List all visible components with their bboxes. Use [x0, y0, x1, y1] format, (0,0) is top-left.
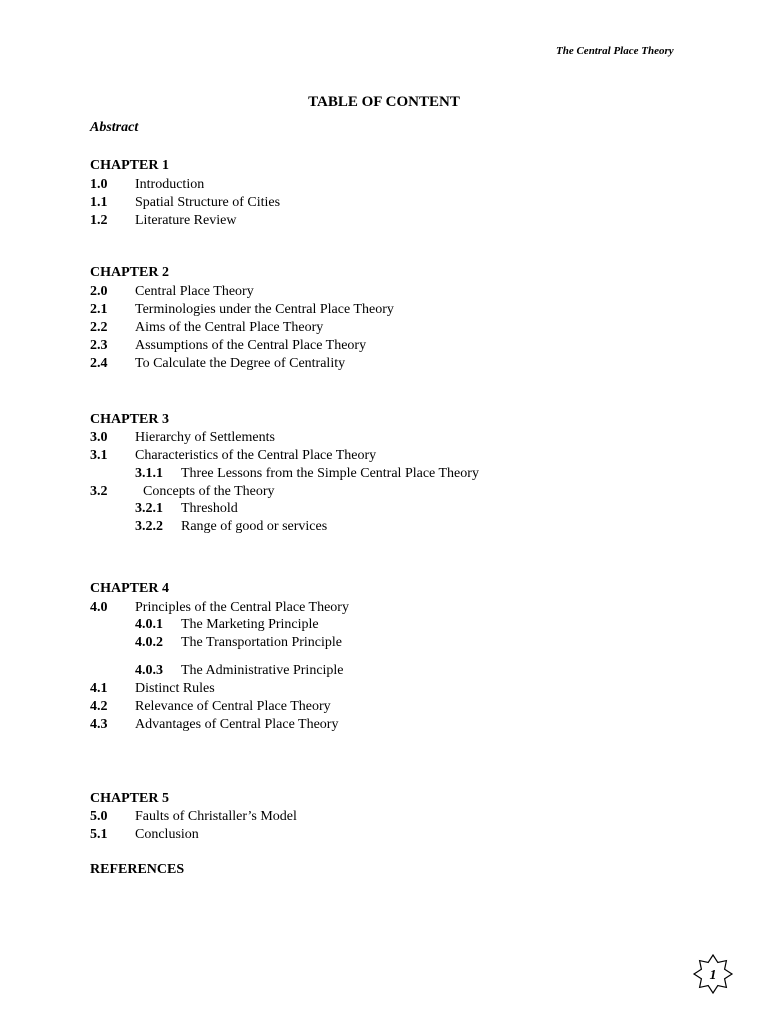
toc-subitem-text: Range of good or services — [181, 519, 328, 534]
toc-item-number: 2.4 — [90, 356, 108, 371]
page-number-badge — [692, 953, 734, 995]
toc-item-number: 3.2 — [90, 484, 108, 499]
toc-item-text: Introduction — [135, 177, 205, 192]
toc-item-text: Advantages of Central Place Theory — [135, 717, 339, 732]
toc-item-number: 2.3 — [90, 338, 108, 353]
toc-item-number: 1.1 — [90, 195, 108, 210]
toc-subitem-number: 4.0.3 — [135, 663, 163, 678]
page-title: TABLE OF CONTENT — [308, 94, 460, 110]
toc-item-text: Principles of the Central Place Theory — [135, 600, 349, 615]
toc-subitem-text: Three Lessons from the Simple Central Place Theory — [181, 466, 479, 481]
toc-item-text: Distinct Rules — [135, 681, 215, 696]
toc-item-text: Spatial Structure of Cities — [135, 195, 281, 210]
toc-item-number: 2.2 — [90, 320, 108, 335]
toc-item-number: 2.1 — [90, 302, 108, 317]
references-heading: REFERENCES — [90, 862, 185, 877]
toc-abstract: Abstract — [90, 120, 139, 135]
toc-subitem-number: 3.1.1 — [135, 466, 163, 481]
toc-item-text: To Calculate the Degree of Centrality — [135, 356, 346, 371]
toc-subitem-text: Threshold — [181, 501, 238, 516]
toc-item-text: Literature Review — [135, 213, 237, 228]
toc-item-number: 4.3 — [90, 717, 108, 732]
toc-item-text: Characteristics of the Central Place Theory — [135, 448, 377, 463]
toc-item-number: 4.0 — [90, 600, 108, 615]
toc-subitem-text: The Transportation Principle — [181, 635, 342, 650]
chapter-3-heading: CHAPTER 3 — [90, 412, 169, 427]
toc-item-number: 1.2 — [90, 213, 108, 228]
toc-item-number: 5.0 — [90, 809, 108, 824]
toc-item-number: 5.1 — [90, 827, 108, 842]
toc-subitem-number: 4.0.2 — [135, 635, 163, 650]
toc-item-text: Concepts of the Theory — [143, 484, 275, 499]
toc-item-text: Aims of the Central Place Theory — [135, 320, 324, 335]
chapter-4-heading: CHAPTER 4 — [90, 581, 169, 596]
running-header: The Central Place Theory — [556, 45, 674, 57]
chapter-1-heading: CHAPTER 1 — [90, 158, 169, 173]
toc-item-text: Terminologies under the Central Place Theory — [135, 302, 394, 317]
toc-subitem-number: 3.2.2 — [135, 519, 163, 534]
toc-item-text: Central Place Theory — [135, 284, 254, 299]
toc-subitem-number: 4.0.1 — [135, 617, 163, 632]
toc-item-number: 1.0 — [90, 177, 108, 192]
toc-subitem-text: The Marketing Principle — [181, 617, 319, 632]
toc-item-text: Hierarchy of Settlements — [135, 430, 275, 445]
toc-subitem-text: The Administrative Principle — [181, 663, 344, 678]
toc-item-text: Conclusion — [135, 827, 199, 842]
toc-item-number: 3.0 — [90, 430, 108, 445]
toc-item-number: 4.2 — [90, 699, 108, 714]
page-number: 1 — [709, 968, 717, 983]
toc-item-number: 4.1 — [90, 681, 108, 696]
toc-item-number: 3.1 — [90, 448, 108, 463]
chapter-2-heading: CHAPTER 2 — [90, 265, 169, 280]
chapter-5-heading: CHAPTER 5 — [90, 791, 169, 806]
toc-item-text: Relevance of Central Place Theory — [135, 699, 331, 714]
toc-subitem-number: 3.2.1 — [135, 501, 163, 516]
toc-item-text: Assumptions of the Central Place Theory — [135, 338, 367, 353]
toc-item-number: 2.0 — [90, 284, 108, 299]
toc-item-text: Faults of Christaller’s Model — [135, 809, 297, 824]
